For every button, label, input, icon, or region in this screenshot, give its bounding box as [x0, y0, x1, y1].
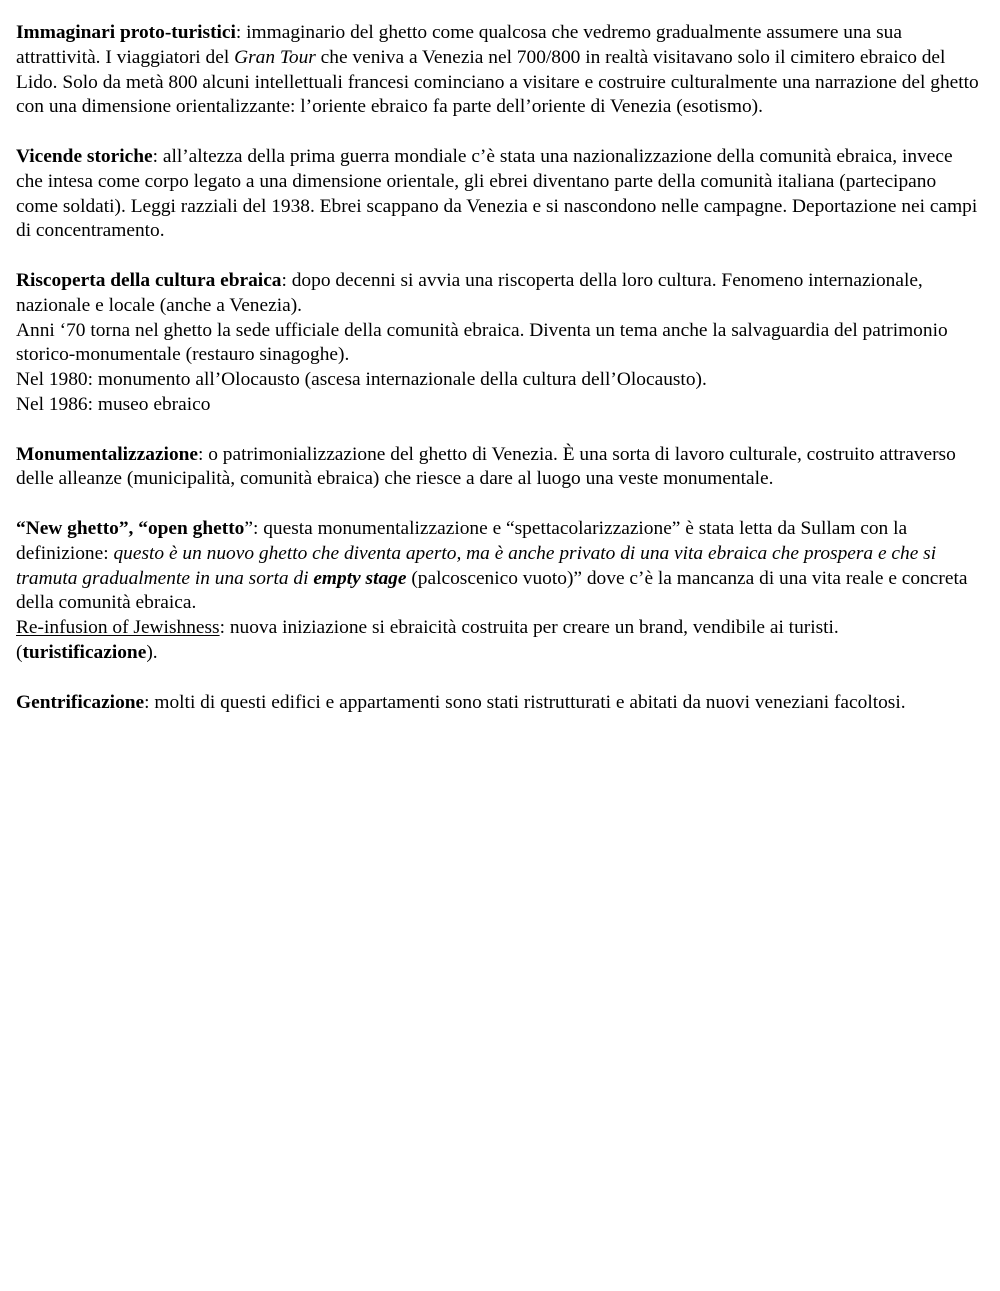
bold-italic-empty-stage: empty stage [313, 567, 407, 589]
italic-sullam-quote: questo è un nuovo ghetto che diventa aperto, ma è anche privato di una vita ebraica che prospera e che si tramuta gradualmente in una sorta di [16, 542, 937, 589]
text-monumentalizzazione: : o patrimonializzazione del ghetto di Venezia. È una sorta di lavoro culturale, costruito attraverso delle alleanze (municipalità, comunità ebraica) che riesce a dare al luogo una veste monumentale. [16, 443, 956, 490]
text-gentrificazione: : molti di questi edifici e appartamenti sono stati ristrutturati e abitati da nuovi veneziani facoltosi. [144, 691, 906, 713]
text-vicende: : all’altezza della prima guerra mondiale c’è stata una nazionalizzazione della comunità ebraica, invece che intesa come corpo legato a una dimensione orientale, gli ebrei diventano parte della comunità italiana (partecipano come soldati). Leggi razziali del 1938. Ebrei scappano da Venezia e si nascondono nelle campagne. Deportazione nei campi di concentramento. [16, 145, 978, 242]
term-turistificazione: turistificazione [22, 641, 147, 663]
text-new-ghetto-b: (palcoscenico vuoto)” dove c’è la mancanza di una vita reale e concreta della comunità ebraica. [16, 567, 968, 614]
term-gentrificazione: Gentrificazione [16, 691, 145, 713]
line-nel-1986: Nel 1986: museo ebraico [16, 393, 211, 415]
paragraph-gap [16, 244, 981, 269]
paragraph-monumentalizzazione [16, 443, 981, 493]
term-proto-turistici: Immaginari proto-turistici [16, 22, 236, 43]
term-riscoperta: Riscoperta della cultura ebraica [16, 269, 282, 291]
term-monumentalizzazione: Monumentalizzazione [16, 443, 199, 465]
term-new-ghetto: “New ghetto”, “open ghetto [16, 517, 245, 539]
text-new-ghetto-a: ”: questa monumentalizzazione e “spettacolarizzazione” è stata letta da Sullam con la definizione: [16, 517, 908, 564]
paragraph-new-ghetto [16, 517, 981, 616]
text-proto-a: : immaginario del ghetto come qualcosa che vedremo gradualmente assumere una sua attrattività. I viaggiatori del [16, 22, 902, 68]
underlined-reinfusion: Re-infusion of Jewishness [16, 617, 220, 639]
document-page [16, 21, 981, 715]
paragraph-gap [16, 120, 981, 145]
paragraph-riscoperta [16, 269, 981, 319]
line-nel-1980: Nel 1980: monumento all’Olocausto (ascesa internazionale della cultura dell’Olocausto). [16, 369, 707, 391]
paragraph-gap [16, 492, 981, 517]
paragraph-gentrificazione [16, 691, 981, 716]
paragraph-proto-turistici [16, 21, 981, 120]
paragraph-gap [16, 418, 981, 443]
text-reinfusion: : nuova iniziazione si ebraicità costruita per creare un brand, vendibile ai turisti. ( [16, 617, 839, 663]
paragraph-reinfusion [16, 616, 981, 666]
paragraph-gap [16, 666, 981, 691]
italic-gran-tour: Gran Tour [234, 46, 316, 68]
text-reinfusion-end: ). [146, 641, 158, 663]
text-proto-b: che veniva a Venezia nel 700/800 in realtà visitavano solo il cimitero ebraico del Lido. Solo da metà 800 alcuni intellettuali francesi cominciano a visitare e costruire culturalmente una narrazione del ghetto con una dimensione orientalizzante: l’oriente ebraico fa parte dell’oriente di Venezia (esotismo). [16, 46, 979, 118]
text-riscoperta: : dopo decenni si avvia una riscoperta della loro cultura. Fenomeno internazionale, nazionale e locale (anche a Venezia). [16, 269, 923, 316]
term-vicende-storiche: Vicende storiche [16, 145, 153, 167]
paragraph-vicende-storiche [16, 145, 981, 244]
line-anni-70: Anni ‘70 torna nel ghetto la sede ufficiale della comunità ebraica. Diventa un tema anche la salvaguardia del patrimonio storico-monumentale (restauro sinagoghe). [16, 319, 948, 366]
